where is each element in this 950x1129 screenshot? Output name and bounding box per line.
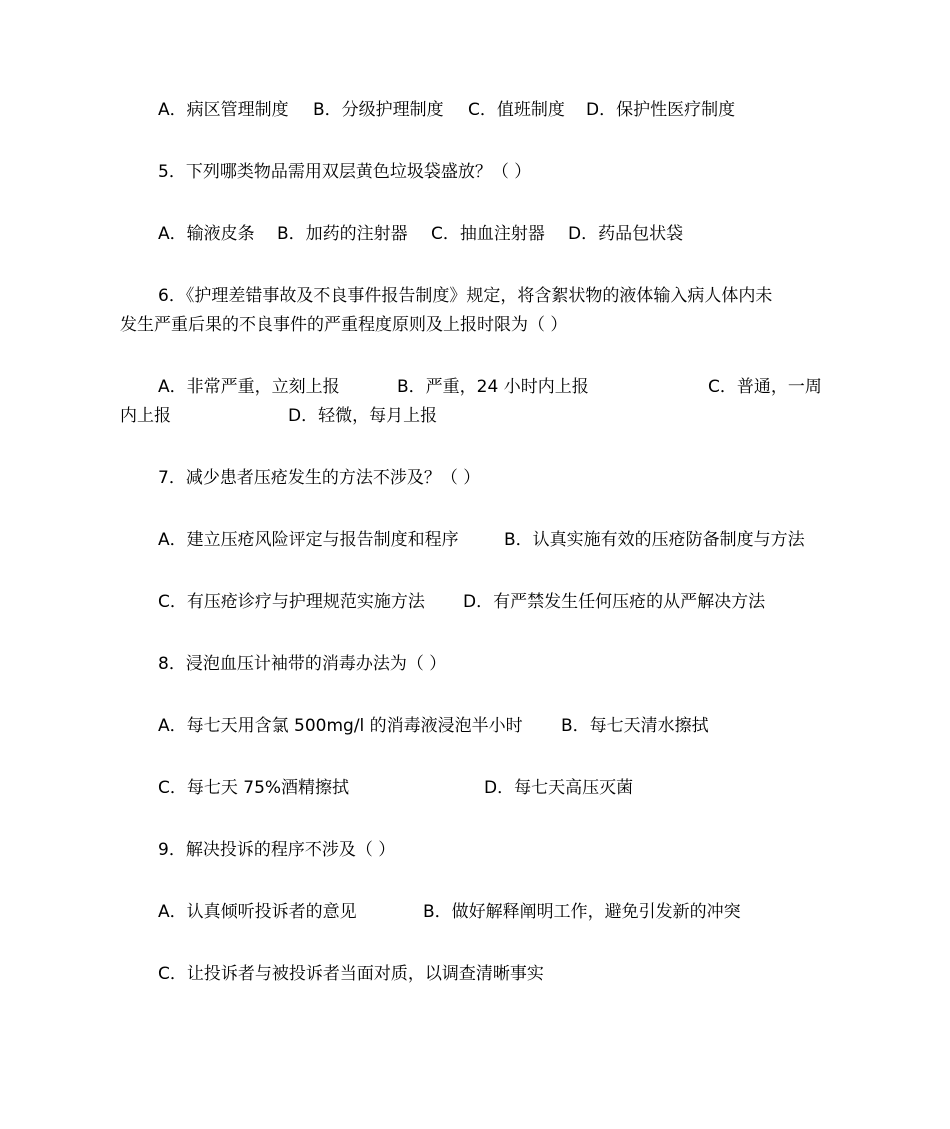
q5-option-c: C．抽血注射器 — [431, 224, 545, 244]
q7-option-c: C．有压疮诊疗与护理规范实施方法 — [158, 592, 425, 612]
q9-option-c: C．让投诉者与被投诉者当面对质，以调查清晰事实 — [158, 964, 544, 984]
q9-stem-text: 9．解决投诉的程序不涉及（ ） — [158, 840, 396, 860]
q9-option-a: A．认真倾听投诉者的意见 — [158, 902, 357, 922]
q6-stem-line-1: 6．《护理差错事故及不良事件报告制度》规定，将含絮状物的液体输入病人体内未 — [158, 286, 773, 306]
q7-option-d: D．有严禁发生任何压疮的从严解决方法 — [463, 592, 766, 612]
q7-option-b: B．认真实施有效的压疮防备制度与方法 — [504, 530, 805, 550]
q7-option-a: A．建立压疮风险评定与报告制度和程序 — [158, 530, 459, 550]
q8-option-c: C．每七天 75%酒精擦拭 — [158, 778, 350, 798]
q7-stem-text: 7．减少患者压疮发生的方法不涉及？（ ） — [158, 468, 481, 488]
q6-option-d: D．轻微，每月上报 — [288, 406, 438, 426]
q6-stem-line-2: 发生严重后果的不良事件的严重程度原则及上报时限为（ ） — [120, 315, 568, 335]
q9-option-b: B．做好解释阐明工作，避免引发新的冲突 — [423, 902, 741, 922]
q8-option-d: D．每七天高压灭菌 — [484, 778, 634, 798]
q6-option-b: B．严重，24 小时内上报 — [397, 377, 589, 397]
q8-stem-text: 8．浸泡血压计袖带的消毒办法为（ ） — [158, 654, 447, 674]
q6-option-a: A．非常严重，立刻上报 — [158, 377, 340, 397]
q5-option-b: B．加药的注射器 — [277, 224, 408, 244]
q8-option-a: A．每七天用含氯 500mg/l 的消毒液浸泡半小时 — [158, 716, 523, 736]
q4-option-b: B．分级护理制度 — [313, 100, 444, 120]
q6-option-c: C．普通，一周 — [708, 377, 822, 397]
q4-option-c: C．值班制度 — [468, 100, 565, 120]
q8-option-b: B．每七天清水擦拭 — [561, 716, 709, 736]
q4-option-a: A．病区管理制度 — [158, 100, 289, 120]
q6-option-c-continued: 内上报 — [120, 406, 171, 426]
q5-option-a: A．输液皮条 — [158, 224, 255, 244]
q5-option-d: D．药品包状袋 — [568, 224, 684, 244]
q5-stem-text: 5．下列哪类物品需用双层黄色垃圾袋盛放？（ ） — [158, 162, 532, 182]
q4-option-d: D．保护性医疗制度 — [586, 100, 736, 120]
